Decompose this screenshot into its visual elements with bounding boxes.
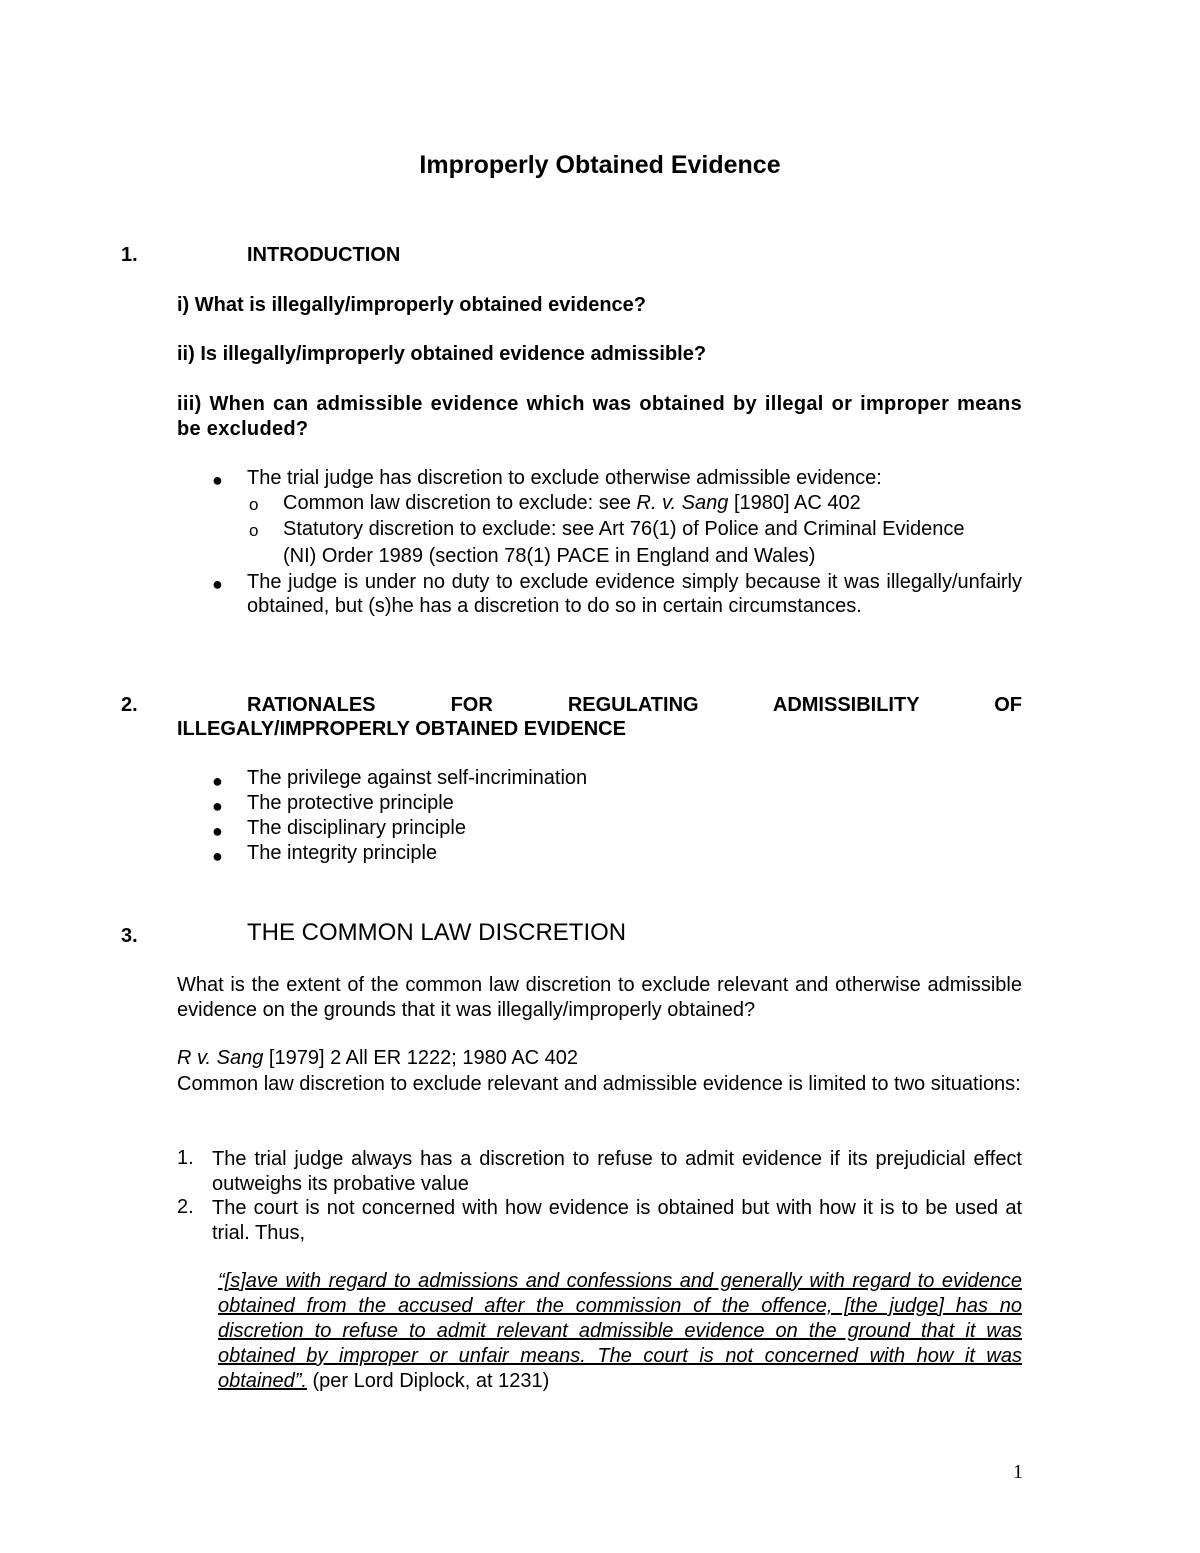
page-title: Improperly Obtained Evidence	[419, 151, 781, 179]
section-1-number: 1.	[121, 244, 138, 266]
section-2-number: 2.	[121, 694, 138, 716]
sub-bullet-suffix: [1980] AC 402	[728, 492, 861, 514]
list-number: 1.	[177, 1147, 194, 1169]
bullet-icon: ●	[212, 771, 223, 791]
circle-bullet-icon: o	[249, 495, 259, 514]
question-3: iii) When can admissible evidence which was obtained by illegal or improper means be excluded?	[177, 393, 1022, 440]
section-1-heading: INTRODUCTION	[247, 244, 401, 266]
case-name: R v. Sang	[177, 1047, 264, 1069]
list-item: The trial judge always has a discretion to refuse to admit evidence if its prejudicial effect outweighs its probative value	[212, 1148, 1022, 1195]
rationale-item: The integrity principle	[247, 842, 438, 864]
sub-bullet-statutory-line2: (NI) Order 1989 (section 78(1) PACE in England and Wales)	[283, 545, 816, 567]
case-description: Common law discretion to exclude relevant and admissible evidence is limited to two situations:	[177, 1073, 1021, 1095]
bullet-icon: ●	[212, 821, 223, 841]
case-name-sang: R. v. Sang	[636, 492, 729, 514]
list-number: 2.	[177, 1196, 194, 1218]
rationale-item: The privilege against self-incrimination	[247, 767, 588, 789]
circle-bullet-icon: o	[249, 521, 259, 540]
bullet-text-no-duty: The judge is under no duty to exclude evidence simply because it was illegally/unfairly obtained, but (s)he has a discretion to do so in certain circumstances.	[247, 571, 1022, 617]
list-item: The court is not concerned with how evidence is obtained but with how it is to be used at trial. Thus,	[212, 1197, 1022, 1244]
quote-attribution: (per Lord Diplock, at 1231)	[306, 1370, 550, 1392]
sub-bullet-common-law	[283, 492, 861, 515]
bullet-icon: ●	[212, 846, 223, 866]
section-2-heading-line2: ILLEGALY/IMPROPERLY OBTAINED EVIDENCE	[177, 718, 626, 740]
case-citation	[177, 1047, 578, 1070]
question-2: ii) Is illegally/improperly obtained evidence admissible?	[177, 343, 707, 365]
bullet-text-discretion: The trial judge has discretion to exclude otherwise admissible evidence:	[247, 467, 882, 489]
page-number: 1	[1013, 1461, 1023, 1483]
bullet-icon: ●	[212, 470, 223, 490]
rationale-item: The protective principle	[247, 792, 454, 814]
question-1: i) What is illegally/improperly obtained evidence?	[177, 294, 646, 316]
sub-bullet-statutory-line1: Statutory discretion to exclude: see Art 76(1) of Police and Criminal Evidence	[283, 518, 965, 540]
bullet-icon: ●	[212, 796, 223, 816]
rationale-item: The disciplinary principle	[247, 817, 466, 839]
bullet-icon: ●	[212, 574, 223, 594]
section-2-heading-line1: RATIONALES FOR REGULATING ADMISSIBILITY OF	[247, 694, 1022, 716]
section-3-heading: THE COMMON LAW DISCRETION	[247, 919, 627, 946]
section-3-number: 3.	[121, 925, 138, 947]
diplock-quote: “[s]ave with regard to admissions and confessions and generally with regard to evidence obtained from the accused after the commission of the offence, [the judge] has no discretion to refuse to admit relevant admissible evidence on the ground that it was obtained by improper or unfair means. The court is not concerned with how it was obtained”.	[218, 1270, 1022, 1392]
sub-bullet-prefix: Common law discretion to exclude: see	[283, 492, 637, 514]
section-3-intro: What is the extent of the common law discretion to exclude relevant and otherwise admissible evidence on the grounds that it was illegally/improperly obtained?	[177, 974, 1022, 1021]
case-cite: [1979] 2 All ER 1222; 1980 AC 402	[263, 1047, 579, 1069]
diplock-quote-block	[218, 1269, 1022, 1394]
